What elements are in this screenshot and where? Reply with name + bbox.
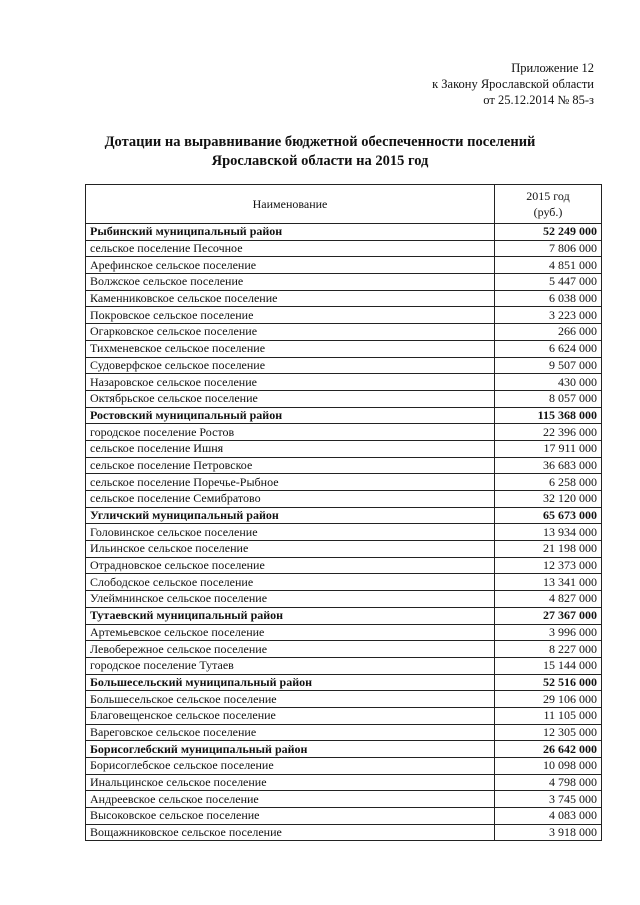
- annex-line-1: Приложение 12: [511, 61, 594, 75]
- row-value: 15 144 000: [495, 657, 602, 674]
- row-value: 4 083 000: [495, 808, 602, 825]
- district-row: [86, 674, 602, 691]
- table-row: [86, 541, 602, 558]
- table-row: [86, 257, 602, 274]
- row-value: 8 057 000: [495, 390, 602, 407]
- row-name: Отрадновское сельское поселение: [86, 557, 495, 574]
- row-name: Покровское сельское поселение: [86, 307, 495, 324]
- row-name: Андреевское сельское поселение: [86, 791, 495, 808]
- table-row: [86, 474, 602, 491]
- row-value: 430 000: [495, 374, 602, 391]
- row-name: Угличский муниципальный район: [86, 507, 495, 524]
- table-row: [86, 390, 602, 407]
- row-value: 13 341 000: [495, 574, 602, 591]
- table-row: [86, 307, 602, 324]
- row-name: Высоковское сельское поселение: [86, 808, 495, 825]
- document-title: [0, 133, 640, 171]
- row-name: Борисоглебское сельское поселение: [86, 758, 495, 775]
- row-value: 10 098 000: [495, 758, 602, 775]
- row-name: Благовещенское сельское поселение: [86, 707, 495, 724]
- row-name: Огарковское сельское поселение: [86, 324, 495, 341]
- row-name: Судоверфское сельское поселение: [86, 357, 495, 374]
- row-name: Головинское сельское поселение: [86, 524, 495, 541]
- table-row: [86, 240, 602, 257]
- title-line-2: Ярославской области на 2015 год: [211, 153, 429, 169]
- table-row: [86, 691, 602, 708]
- table-row: [86, 808, 602, 825]
- row-name: Артемьевское сельское поселение: [86, 624, 495, 641]
- row-value: 7 806 000: [495, 240, 602, 257]
- row-value: 6 258 000: [495, 474, 602, 491]
- table-row: [86, 290, 602, 307]
- row-value: 4 798 000: [495, 774, 602, 791]
- row-name: Борисоглебский муниципальный район: [86, 741, 495, 758]
- row-value: 11 105 000: [495, 707, 602, 724]
- row-name: Слободское сельское поселение: [86, 574, 495, 591]
- table-row: [86, 707, 602, 724]
- row-name: Инальцинское сельское поселение: [86, 774, 495, 791]
- row-value: 6 038 000: [495, 290, 602, 307]
- table-row: [86, 791, 602, 808]
- table-row: [86, 574, 602, 591]
- row-name: Большесельское сельское поселение: [86, 691, 495, 708]
- row-value: 4 827 000: [495, 591, 602, 608]
- table-row: [86, 557, 602, 574]
- row-value: 32 120 000: [495, 491, 602, 508]
- district-row: [86, 607, 602, 624]
- row-name: Вареговское сельское поселение: [86, 724, 495, 741]
- title-line-1: Дотации на выравнивание бюджетной обеспеченности поселений: [104, 134, 536, 150]
- table-row: [86, 724, 602, 741]
- row-name: Рыбинский муниципальный район: [86, 224, 495, 241]
- table-row: [86, 357, 602, 374]
- row-name: городское поселение Тутаев: [86, 657, 495, 674]
- table-row: [86, 624, 602, 641]
- row-value: 115 368 000: [495, 407, 602, 424]
- row-value: 27 367 000: [495, 607, 602, 624]
- table-row: [86, 274, 602, 291]
- header-name: Наименование: [86, 185, 495, 224]
- row-value: 266 000: [495, 324, 602, 341]
- header-year-label: 2015 год: [526, 189, 570, 203]
- row-name: Тихменевское сельское поселение: [86, 340, 495, 357]
- row-value: 3 223 000: [495, 307, 602, 324]
- district-row: [86, 224, 602, 241]
- header-year: [495, 185, 602, 224]
- annex-line-3: от 25.12.2014 № 85-з: [483, 93, 594, 107]
- subsidy-table: [85, 184, 602, 841]
- row-value: 3 745 000: [495, 791, 602, 808]
- row-name: сельское поселение Ишня: [86, 440, 495, 457]
- table-row: [86, 324, 602, 341]
- row-name: Вощажниковское сельское поселение: [86, 824, 495, 841]
- row-value: 65 673 000: [495, 507, 602, 524]
- header-unit-label: (руб.): [533, 205, 563, 219]
- table-row: [86, 457, 602, 474]
- table-row: [86, 657, 602, 674]
- row-value: 52 249 000: [495, 224, 602, 241]
- row-value: 12 373 000: [495, 557, 602, 574]
- table-header-row: [86, 185, 602, 224]
- row-value: 8 227 000: [495, 641, 602, 658]
- table-row: [86, 641, 602, 658]
- table-row: [86, 424, 602, 441]
- table-row: [86, 758, 602, 775]
- table-row: [86, 591, 602, 608]
- row-name: сельское поселение Петровское: [86, 457, 495, 474]
- row-value: 29 106 000: [495, 691, 602, 708]
- row-value: 52 516 000: [495, 674, 602, 691]
- row-value: 22 396 000: [495, 424, 602, 441]
- row-name: Каменниковское сельское поселение: [86, 290, 495, 307]
- row-value: 3 918 000: [495, 824, 602, 841]
- row-name: сельское поселение Песочное: [86, 240, 495, 257]
- table-row: [86, 824, 602, 841]
- table-row: [86, 774, 602, 791]
- table-row: [86, 440, 602, 457]
- row-value: 9 507 000: [495, 357, 602, 374]
- row-value: 17 911 000: [495, 440, 602, 457]
- row-name: Ильинское сельское поселение: [86, 541, 495, 558]
- row-name: Октябрьское сельское поселение: [86, 390, 495, 407]
- row-name: Назаровское сельское поселение: [86, 374, 495, 391]
- table-row: [86, 340, 602, 357]
- district-row: [86, 741, 602, 758]
- row-value: 26 642 000: [495, 741, 602, 758]
- row-name: Ростовский муниципальный район: [86, 407, 495, 424]
- row-value: 5 447 000: [495, 274, 602, 291]
- row-value: 4 851 000: [495, 257, 602, 274]
- table-row: [86, 491, 602, 508]
- row-name: Левобережное сельское поселение: [86, 641, 495, 658]
- table-row: [86, 374, 602, 391]
- row-value: 21 198 000: [495, 541, 602, 558]
- row-name: Тутаевский муниципальный район: [86, 607, 495, 624]
- row-name: Улеймнинское сельское поселение: [86, 591, 495, 608]
- district-row: [86, 407, 602, 424]
- table-row: [86, 524, 602, 541]
- row-value: 12 305 000: [495, 724, 602, 741]
- row-name: Арефинское сельское поселение: [86, 257, 495, 274]
- row-value: 3 996 000: [495, 624, 602, 641]
- row-name: сельское поселение Семибратово: [86, 491, 495, 508]
- row-value: 6 624 000: [495, 340, 602, 357]
- row-name: Волжское сельское поселение: [86, 274, 495, 291]
- row-value: 13 934 000: [495, 524, 602, 541]
- row-name: сельское поселение Поречье-Рыбное: [86, 474, 495, 491]
- district-row: [86, 507, 602, 524]
- row-value: 36 683 000: [495, 457, 602, 474]
- annex-note: [432, 60, 594, 108]
- table-body: [86, 224, 602, 841]
- row-name: Большесельский муниципальный район: [86, 674, 495, 691]
- annex-line-2: к Закону Ярославской области: [432, 77, 594, 91]
- row-name: городское поселение Ростов: [86, 424, 495, 441]
